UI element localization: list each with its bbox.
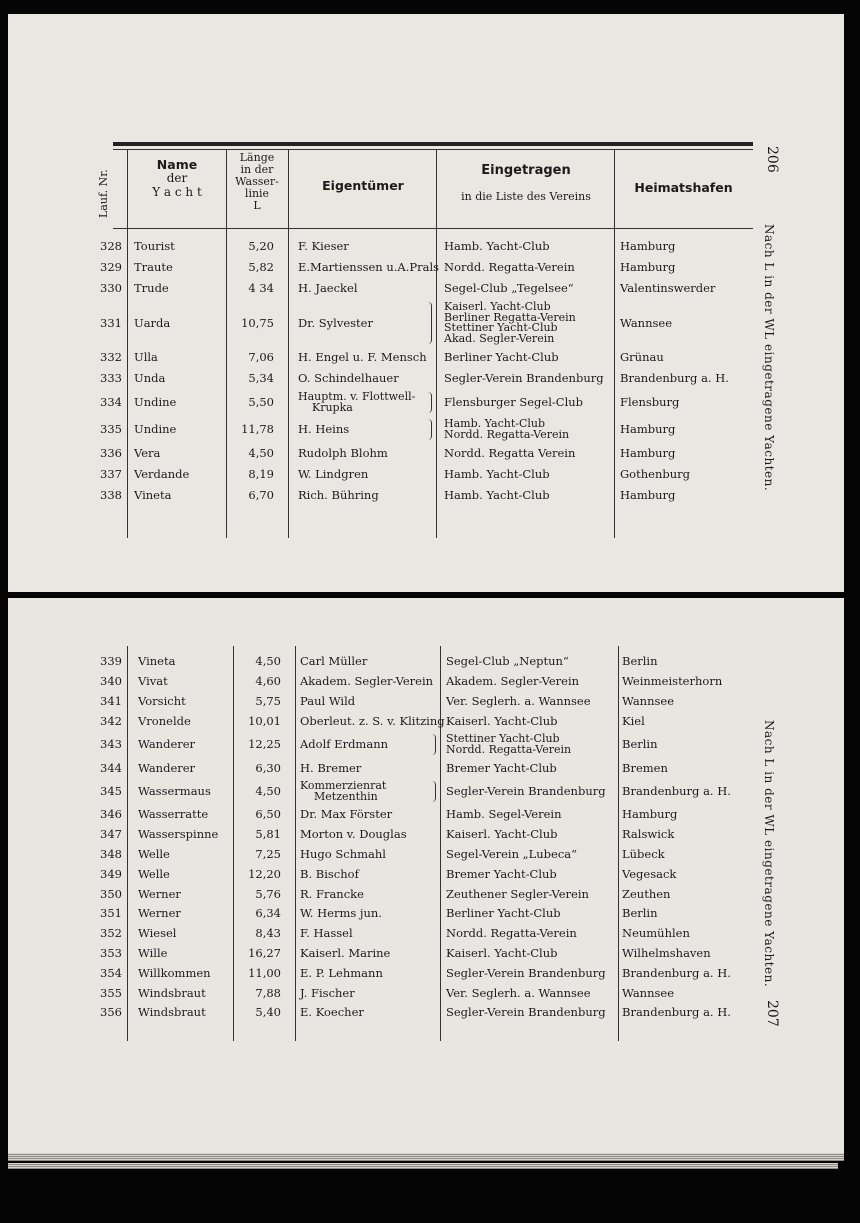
- yacht-name: Traute: [134, 260, 173, 274]
- header-eigentuemer: Eigentümer: [322, 178, 404, 193]
- club: Ver. Seglerh. a. Wannsee: [446, 985, 591, 1000]
- row-number: 345: [100, 784, 122, 798]
- club: Hamb. Yacht-Club: [444, 488, 550, 502]
- owner: E. P. Lehmann: [300, 965, 383, 980]
- home-port: Vegesack: [622, 866, 677, 881]
- page-edges: [8, 1153, 844, 1161]
- page-number: 207: [764, 1000, 780, 1027]
- owner: W. Herms jun.: [300, 906, 382, 921]
- home-port: Valentinswerder: [620, 281, 716, 295]
- waterline-length: 12,25: [248, 737, 281, 752]
- home-port: Hamburg: [620, 488, 676, 502]
- owner: F. Kieser: [298, 239, 349, 253]
- yacht-name: Vineta: [134, 488, 172, 502]
- yacht-name: Wiesel: [138, 926, 177, 941]
- yacht-name: Wasserspinne: [138, 827, 219, 842]
- row-number: 335: [100, 422, 122, 436]
- waterline-length: 5,75: [255, 694, 281, 708]
- waterline-length: 10,01: [248, 713, 281, 728]
- owner: E.Martienssen u.A.Prals: [298, 260, 440, 274]
- row-number: 340: [100, 674, 122, 689]
- owner: O. Schindelhauer: [298, 371, 399, 385]
- club: Flensburger Segel-Club: [444, 395, 584, 409]
- home-port: Brandenburg a. H.: [622, 1005, 731, 1020]
- owner: Hauptm. v. Flottwell-: [298, 390, 416, 403]
- club: Segler-Verein Brandenburg: [446, 784, 606, 798]
- owner: H. Jaeckel: [298, 281, 358, 295]
- yacht-name: Windsbraut: [138, 1005, 206, 1020]
- owner: Dr. Max Förster: [300, 807, 393, 822]
- row-number: 352: [100, 926, 122, 941]
- club: Stettiner Yacht-Club: [446, 732, 560, 746]
- row-number: 343: [100, 737, 122, 752]
- row-number: 354: [100, 965, 122, 980]
- owner: B. Bischof: [300, 866, 359, 881]
- home-port: Wannsee: [620, 315, 673, 330]
- club: Hamb. Segel-Verein: [446, 807, 562, 822]
- owner: E. Koecher: [300, 1005, 364, 1020]
- club: Segler-Verein Brandenburg: [446, 965, 606, 980]
- club: Kaiserl. Yacht-Club: [446, 827, 558, 842]
- row-number: 353: [100, 946, 122, 960]
- brace: [428, 302, 432, 344]
- home-port: Hamburg: [620, 260, 676, 274]
- row-number: 351: [100, 906, 122, 921]
- waterline-length: 5,50: [248, 395, 274, 409]
- brace: [432, 781, 436, 802]
- club: Segel-Club „Neptun“: [446, 654, 569, 669]
- yacht-name: Windsbraut: [138, 985, 206, 1000]
- club: Kaiserl. Yacht-Club: [444, 300, 551, 313]
- owner: Carl Müller: [300, 654, 368, 669]
- waterline-length: 11,00: [248, 965, 281, 980]
- club: Hamb. Yacht-Club: [444, 417, 546, 430]
- yacht-name: Undine: [134, 422, 177, 436]
- header-heimatshafen: Heimatshafen: [634, 180, 733, 195]
- row-number: 341: [100, 694, 122, 708]
- waterline-length: 4 34: [248, 281, 274, 295]
- book-page-207: [8, 598, 844, 1153]
- waterline-length: 5,40: [255, 1005, 281, 1020]
- club: Nordd. Regatta-Verein: [444, 260, 575, 274]
- club: Segel-Verein „Lubeca“: [446, 847, 578, 861]
- row-number: 342: [100, 713, 122, 728]
- row-number: 356: [100, 1005, 122, 1020]
- page-number: 206: [764, 146, 780, 173]
- home-port: Brandenburg a. H.: [622, 965, 731, 980]
- home-port: Neumühlen: [622, 926, 690, 941]
- row-number: 348: [100, 847, 122, 861]
- waterline-length: 6,70: [248, 488, 274, 502]
- row-number: 332: [100, 350, 122, 364]
- header-bottom-rule: [113, 228, 753, 229]
- owner: Adolf Erdmann: [300, 737, 389, 752]
- club: Ver. Seglerh. a. Wannsee: [446, 694, 591, 708]
- owner: F. Hassel: [300, 926, 353, 941]
- home-port: Weinmeisterhorn: [622, 674, 723, 689]
- yacht-name: Werner: [138, 886, 181, 901]
- yacht-name: Uarda: [134, 315, 171, 330]
- owner: Akadem. Segler-Verein: [300, 674, 434, 689]
- page-edges: [8, 1163, 838, 1169]
- header-lauf-nr: Lauf. Nr.: [97, 169, 110, 219]
- yacht-name: Willkommen: [138, 965, 211, 980]
- club: Bremer Yacht-Club: [446, 760, 557, 775]
- row-number: 334: [100, 395, 122, 409]
- row-number: 350: [100, 886, 122, 901]
- yacht-name: Vera: [134, 446, 161, 460]
- owner: Metzenthin: [314, 789, 378, 803]
- owner: W. Lindgren: [298, 467, 369, 481]
- owner: Krupka: [312, 400, 353, 414]
- home-port: Kiel: [622, 713, 645, 728]
- owner: Rudolph Blohm: [298, 446, 388, 460]
- owner: Morton v. Douglas: [300, 827, 407, 842]
- yacht-name: Werner: [138, 906, 181, 921]
- waterline-length: 6,50: [255, 807, 281, 822]
- waterline-length: 4,60: [255, 674, 281, 689]
- yacht-name: Vineta: [138, 654, 176, 669]
- owner: Dr. Sylvester: [298, 315, 373, 330]
- yacht-name: Trude: [134, 281, 169, 295]
- row-number: 337: [100, 467, 122, 481]
- owner: Oberleut. z. S. v. Klitzing: [300, 713, 445, 728]
- club: Nordd. Regatta Verein: [444, 446, 576, 460]
- club: Berliner Yacht-Club: [446, 906, 561, 921]
- row-number: 339: [100, 654, 122, 669]
- owner: Hugo Schmahl: [300, 847, 386, 861]
- owner: Paul Wild: [300, 694, 356, 708]
- owner: H. Heins: [298, 422, 350, 436]
- home-port: Hamburg: [620, 422, 676, 436]
- row-number: 328: [100, 239, 122, 253]
- club: Segel-Club „Tegelsee“: [444, 281, 574, 295]
- club: Akad. Segler-Verein: [444, 331, 555, 345]
- row-number: 355: [100, 985, 122, 1000]
- home-port: Ralswick: [622, 827, 675, 842]
- club: Hamb. Yacht-Club: [444, 239, 550, 253]
- club: Hamb. Yacht-Club: [444, 467, 550, 481]
- row-number: 344: [100, 760, 122, 775]
- waterline-length: 5,81: [255, 827, 281, 842]
- header-eingetragen: Eingetragen in die Liste des Vereins: [461, 163, 591, 203]
- row-number: 347: [100, 827, 122, 842]
- yacht-name: Vorsicht: [138, 694, 186, 708]
- owner: H. Engel u. F. Mensch: [298, 350, 427, 364]
- owner: Kaiserl. Marine: [300, 946, 391, 960]
- home-port: Grünau: [620, 350, 664, 364]
- club: Segler-Verein Brandenburg: [446, 1005, 606, 1020]
- club: Bremer Yacht-Club: [446, 866, 557, 881]
- waterline-length: 5,34: [248, 371, 274, 385]
- home-port: Wannsee: [622, 985, 675, 1000]
- waterline-length: 8,19: [248, 467, 274, 481]
- header-laenge: Länge in der Wasser- linie L: [235, 151, 279, 212]
- club: Akadem. Segler-Verein: [446, 674, 580, 689]
- brace: [432, 734, 436, 755]
- waterline-length: 6,30: [255, 760, 281, 775]
- owner: J. Fischer: [300, 985, 355, 1000]
- yacht-name: Vronelde: [138, 713, 191, 728]
- yacht-name: Wille: [138, 946, 168, 960]
- club: Zeuthener Segler-Verein: [446, 886, 589, 901]
- club: Kaiserl. Yacht-Club: [446, 946, 558, 960]
- home-port: Bremen: [622, 760, 668, 775]
- waterline-length: 8,43: [255, 926, 281, 941]
- home-port: Wilhelmshaven: [622, 946, 711, 960]
- waterline-length: 5,82: [248, 260, 274, 274]
- row-number: 329: [100, 260, 122, 274]
- home-port: Wannsee: [622, 694, 675, 708]
- yacht-name: Unda: [134, 371, 166, 385]
- book-page-206: [8, 14, 844, 592]
- row-number: 349: [100, 866, 122, 881]
- club: Nordd. Regatta-Verein: [444, 427, 570, 441]
- club: Kaiserl. Yacht-Club: [446, 713, 558, 728]
- club: Stettiner Yacht-Club: [444, 321, 558, 334]
- waterline-length: 6,34: [255, 906, 281, 921]
- home-port: Hamburg: [620, 446, 676, 460]
- waterline-length: 4,50: [248, 446, 274, 460]
- home-port: Gothenburg: [620, 467, 690, 481]
- waterline-length: 11,78: [241, 422, 274, 436]
- row-number: 333: [100, 371, 122, 385]
- waterline-length: 4,50: [255, 784, 281, 798]
- owner: Kommerzienrat: [300, 779, 387, 792]
- owner: R. Francke: [300, 886, 364, 901]
- top-rule: [113, 142, 753, 146]
- yacht-name: Verdande: [134, 467, 190, 481]
- home-port: Berlin: [622, 906, 658, 921]
- home-port: Hamburg: [620, 239, 676, 253]
- yacht-name: Welle: [138, 866, 170, 881]
- yacht-name: Undine: [134, 395, 177, 409]
- club: Nordd. Regatta-Verein: [446, 926, 577, 941]
- home-port: Berlin: [622, 737, 658, 752]
- home-port: Berlin: [622, 654, 658, 669]
- waterline-length: 5,76: [255, 886, 281, 901]
- home-port: Zeuthen: [622, 886, 671, 901]
- home-port: Brandenburg a. H.: [620, 371, 729, 385]
- home-port: Brandenburg a. H.: [622, 784, 731, 798]
- yacht-name: Welle: [138, 847, 170, 861]
- yacht-name: Ulla: [134, 350, 158, 364]
- waterline-length: 12,20: [248, 866, 281, 881]
- waterline-length: 4,50: [255, 654, 281, 669]
- yacht-name: Wassermaus: [138, 784, 211, 798]
- row-number: 338: [100, 488, 122, 502]
- top-rule-thin: [113, 149, 753, 150]
- brace: [428, 419, 432, 440]
- yacht-name: Wasserratte: [138, 807, 209, 822]
- row-number: 346: [100, 807, 122, 822]
- club: Nordd. Regatta-Verein: [446, 742, 572, 756]
- running-title: Nach L in der WL eingetragene Yachten.: [762, 720, 776, 988]
- row-number: 330: [100, 281, 122, 295]
- waterline-length: 7,06: [248, 350, 274, 364]
- waterline-length: 16,27: [248, 946, 281, 960]
- row-number: 331: [100, 315, 122, 330]
- waterline-length: 10,75: [241, 315, 274, 330]
- home-port: Hamburg: [622, 807, 678, 822]
- brace: [428, 392, 432, 413]
- home-port: Lübeck: [622, 847, 665, 861]
- yacht-name: Wanderer: [138, 760, 196, 775]
- owner: H. Bremer: [300, 760, 362, 775]
- yacht-name: Tourist: [134, 239, 175, 253]
- club: Berliner Yacht-Club: [444, 350, 559, 364]
- waterline-length: 7,88: [255, 985, 281, 1000]
- waterline-length: 7,25: [255, 847, 281, 861]
- yacht-name: Wanderer: [138, 737, 196, 752]
- owner: Rich. Bühring: [298, 488, 379, 502]
- club: Segler-Verein Brandenburg: [444, 371, 604, 385]
- header-name: Name der Y a c h t: [152, 157, 202, 200]
- yacht-name: Vivat: [138, 674, 168, 689]
- home-port: Flensburg: [620, 395, 680, 409]
- waterline-length: 5,20: [248, 239, 274, 253]
- running-title: Nach L in der WL eingetragene Yachten.: [762, 224, 776, 492]
- row-number: 336: [100, 446, 122, 460]
- club: Berliner Regatta-Verein: [444, 310, 576, 324]
